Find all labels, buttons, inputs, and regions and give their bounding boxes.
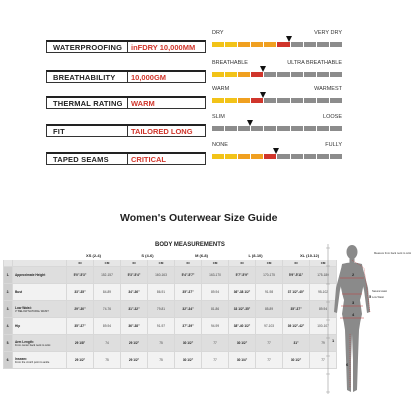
scale-segment [251, 126, 263, 131]
scale-marker [260, 66, 266, 72]
row-number: 5. [4, 335, 13, 352]
scale-segment [304, 154, 316, 159]
table-row [4, 301, 337, 318]
table-cell: 77 [256, 352, 283, 369]
rating-scale [212, 86, 342, 108]
spec-value: CRITICAL [131, 155, 166, 164]
table-cell: 36"-38" [121, 318, 148, 335]
figure-number-2: 2 [352, 272, 355, 277]
spec-divider [127, 154, 128, 165]
row-number: 2. [4, 284, 13, 301]
table-cell: 89-94 [202, 284, 229, 301]
scale-segment [264, 72, 276, 77]
table-cell: 100-107 [310, 318, 337, 335]
unit-in: IN [67, 260, 94, 267]
scale-segment [277, 72, 289, 77]
size-s-header: S (4-6) [121, 251, 175, 260]
scale-segment [317, 42, 329, 47]
scale-marker [247, 120, 253, 126]
rating-scale [212, 30, 342, 52]
table-cell: 30 1/2" [175, 352, 202, 369]
scale-max-label: FULLY [325, 142, 342, 148]
scale-segment [225, 72, 237, 77]
scale-segment [225, 126, 237, 131]
scale-segment [304, 42, 316, 47]
unit-cm: CM [310, 260, 337, 267]
measurement-name: Arm Length: [15, 339, 34, 344]
unit-in: IN [121, 260, 148, 267]
scale-segment [251, 98, 263, 103]
table-cell: 170-175 [256, 267, 283, 284]
table-row [4, 284, 337, 301]
scale-segment [291, 42, 303, 47]
scale-segment [291, 126, 303, 131]
measurement-note: 3" BELOW NATURAL WAIST [15, 309, 49, 313]
table-cell: 5'4"-5'7" [175, 267, 202, 284]
scale-segment [330, 72, 342, 77]
table-cell: 35"-37" [67, 318, 94, 335]
table-cell: 163-170 [202, 267, 229, 284]
measurement-label [13, 284, 67, 301]
table-cell: 85-89 [256, 301, 283, 318]
size-guide-title: Women's Outerwear Size Guide [120, 212, 278, 224]
scale-segments [212, 126, 342, 131]
scale-segment [291, 98, 303, 103]
scale-segments [212, 98, 342, 103]
scale-marker [273, 148, 279, 154]
body-measurements-title: BODY MEASUREMENTS [155, 242, 225, 248]
spec-value: TAILORED LONG [131, 127, 193, 136]
table-row [4, 352, 337, 369]
figure-number-3: 3 [352, 300, 355, 305]
figure-number-1: 1 [332, 338, 335, 343]
scale-segment [264, 42, 276, 47]
table-cell: 5'9"-5'11" [283, 267, 310, 284]
scale-segment [225, 98, 237, 103]
unit-header-row [4, 260, 337, 267]
table-cell: 30 1/2" [229, 335, 256, 352]
scale-segment [291, 154, 303, 159]
figure-number-5: 5 [369, 294, 372, 299]
measurement-label [13, 267, 67, 284]
scale-segment [225, 154, 237, 159]
table-cell: 33"-35" [67, 284, 94, 301]
size-l-header: L (8-10) [229, 251, 283, 260]
table-row [4, 267, 337, 284]
scale-segment [330, 42, 342, 47]
spec-label: WATERPROOFING [53, 43, 123, 52]
scale-max-label: WARMEST [314, 86, 342, 92]
rating-scale [212, 60, 342, 82]
table-cell: 30 1/2" [175, 335, 202, 352]
scale-segments [212, 72, 342, 77]
scale-segment [277, 98, 289, 103]
scale-segment [330, 154, 342, 159]
measurement-name: Inseam: [15, 356, 28, 361]
table-cell: 94-99 [202, 318, 229, 335]
scale-min-label: BREATHABLE [212, 60, 248, 66]
scale-segment [264, 126, 276, 131]
table-cell: 75 [148, 352, 175, 369]
scale-segment [317, 98, 329, 103]
spec-divider [127, 72, 128, 83]
size-table [3, 250, 337, 369]
table-cell: 36"-38 1/2" [229, 284, 256, 301]
table-row [4, 318, 337, 335]
spec-row-thermal-rating [46, 86, 342, 111]
table-cell: 34"-36" [121, 284, 148, 301]
table-cell: 30 1/2" [283, 352, 310, 369]
table-cell: 33 1/2"-35" [229, 301, 256, 318]
scale-segment [238, 154, 250, 159]
scale-segment [251, 42, 263, 47]
scale-segment [225, 42, 237, 47]
scale-max-label: LOOSE [323, 114, 342, 120]
size-xl-header: XL (10-12) [283, 251, 337, 260]
scale-segment [277, 154, 289, 159]
spec-label: FIT [53, 127, 65, 136]
measurement-label [13, 301, 67, 318]
unit-in: IN [229, 260, 256, 267]
scale-max-label: VERY DRY [314, 30, 342, 36]
spec-label: THERMAL RATING [53, 99, 123, 108]
table-cell: 84-89 [94, 284, 121, 301]
scale-segment [277, 42, 289, 47]
spec-value: inFDRY 10,000MM [131, 43, 196, 52]
spec-value: 10,000GM [131, 73, 167, 82]
scale-segment [304, 72, 316, 77]
table-cell: 89-94 [310, 301, 337, 318]
measurement-name: Hip [15, 324, 21, 328]
scale-segment [317, 72, 329, 77]
scale-marker [260, 92, 266, 98]
spec-row-fit [46, 114, 342, 139]
table-cell: 5'0"-5'3" [67, 267, 94, 284]
table-cell: 74 [94, 335, 121, 352]
table-cell: 77 [202, 335, 229, 352]
table-cell: 5'3"-5'4" [121, 267, 148, 284]
spec-row-taped-seams [46, 142, 342, 167]
rating-scale [212, 114, 342, 136]
table-cell: 31"-32" [121, 301, 148, 318]
row-number: 3. [4, 301, 13, 318]
unit-cm: CM [94, 260, 121, 267]
table-cell: 29"-30" [67, 301, 94, 318]
figure-number-6: 6 [346, 362, 349, 367]
spec-divider [127, 42, 128, 53]
scale-segment [212, 126, 224, 131]
table-cell: 31" [283, 335, 310, 352]
table-cell: 152-157 [94, 267, 121, 284]
spec-divider [127, 98, 128, 109]
row-number: 6. [4, 352, 13, 369]
size-xs-header: XS (2-4) [67, 251, 121, 260]
table-cell: 29 1/2" [67, 352, 94, 369]
scale-min-label: DRY [212, 30, 224, 36]
scale-marker [286, 36, 292, 42]
scale-segment [330, 98, 342, 103]
body-silhouette [322, 238, 400, 400]
table-cell: 86-91 [148, 284, 175, 301]
measurement-label [13, 352, 67, 369]
unit-cm: CM [256, 260, 283, 267]
scale-segment [238, 98, 250, 103]
table-cell: 38"-40 1/2" [229, 318, 256, 335]
table-cell: 79-81 [148, 301, 175, 318]
body-figure [322, 238, 411, 400]
table-cell: 74-76 [94, 301, 121, 318]
row-number: 4. [4, 318, 13, 335]
measurement-label [13, 335, 67, 352]
table-cell: 77 [310, 352, 337, 369]
spec-box [46, 124, 206, 137]
figure-note-arm: Measure from back neck to wrist [374, 252, 411, 255]
table-cell: 29 1/2" [121, 352, 148, 369]
spec-divider [127, 126, 128, 137]
spec-box [46, 96, 206, 109]
scale-segment [317, 154, 329, 159]
spec-box [46, 70, 206, 83]
table-cell: 32"-34" [175, 301, 202, 318]
spec-row-breathability [46, 60, 342, 85]
figure-note-low-waist: Low Waist [372, 296, 384, 299]
table-cell: 35"-37" [283, 301, 310, 318]
scale-segment [277, 126, 289, 131]
table-cell: 37"-39" [175, 318, 202, 335]
scale-max-label: ULTRA BREATHABLE [287, 60, 342, 66]
table-cell: 29 1/8" [67, 335, 94, 352]
scale-segment [291, 72, 303, 77]
scale-segment [238, 126, 250, 131]
table-cell: 81-86 [202, 301, 229, 318]
unit-cm: CM [148, 260, 175, 267]
scale-segment [212, 154, 224, 159]
scale-segments [212, 42, 342, 47]
scale-segment [212, 42, 224, 47]
table-cell: 79 [310, 335, 337, 352]
size-m-header: M (6-8) [175, 251, 229, 260]
scale-segments [212, 154, 342, 159]
scale-segment [238, 72, 250, 77]
table-cell: 89-94 [94, 318, 121, 335]
table-cell: 95-102 [310, 284, 337, 301]
table-row [4, 335, 337, 352]
scale-segment [251, 72, 263, 77]
table-cell: 91-98 [256, 284, 283, 301]
table-cell: 35"-37" [175, 284, 202, 301]
scale-segment [304, 126, 316, 131]
scale-segment [251, 154, 263, 159]
table-cell: 75 [94, 352, 121, 369]
size-header-row [4, 251, 337, 260]
table-cell: 29 1/2" [121, 335, 148, 352]
scale-segment [330, 126, 342, 131]
table-cell: 160-163 [148, 267, 175, 284]
scale-segment [212, 98, 224, 103]
measurement-label [13, 318, 67, 335]
figure-note-natural-waist: Natural waist [372, 290, 387, 293]
unit-cm: CM [202, 260, 229, 267]
scale-segment [304, 98, 316, 103]
rating-scale [212, 142, 342, 164]
table-cell: 39 1/2"-42" [283, 318, 310, 335]
spec-label: TAPED SEAMS [53, 155, 109, 164]
scale-min-label: SLIM [212, 114, 225, 120]
measurement-note: From the crotch point to ankle [15, 360, 50, 364]
unit-in: IN [175, 260, 202, 267]
spec-value: WARM [131, 99, 155, 108]
row-number: 1. [4, 267, 13, 284]
scale-min-label: WARM [212, 86, 230, 92]
table-cell: 37 1/2"-40" [283, 284, 310, 301]
table-cell: 75 [148, 335, 175, 352]
scale-segment [238, 42, 250, 47]
spec-box [46, 40, 206, 53]
measurement-name: Bust [15, 290, 23, 294]
table-cell: 77 [256, 335, 283, 352]
table-cell: 91-97 [148, 318, 175, 335]
scale-min-label: NONE [212, 142, 228, 148]
spec-label: BREATHABILITY [53, 73, 116, 82]
spec-row-waterproofing [46, 30, 342, 55]
scale-segment [264, 98, 276, 103]
spec-box [46, 152, 206, 165]
measurement-name: Approximate Height [15, 273, 46, 277]
table-cell: 77 [202, 352, 229, 369]
table-cell: 175-180 [310, 267, 337, 284]
table-cell: 97-103 [256, 318, 283, 335]
figure-number-4: 4 [352, 312, 355, 317]
scale-segment [264, 154, 276, 159]
measurement-name: Low Waist: [15, 305, 32, 310]
measurement-note: From center back neck to wrist [15, 343, 51, 347]
table-cell: 30 1/4" [229, 352, 256, 369]
scale-segment [317, 126, 329, 131]
unit-in: IN [283, 260, 310, 267]
scale-segment [212, 72, 224, 77]
woman-silhouette [334, 245, 370, 392]
table-cell: 5'7"-5'9" [229, 267, 256, 284]
